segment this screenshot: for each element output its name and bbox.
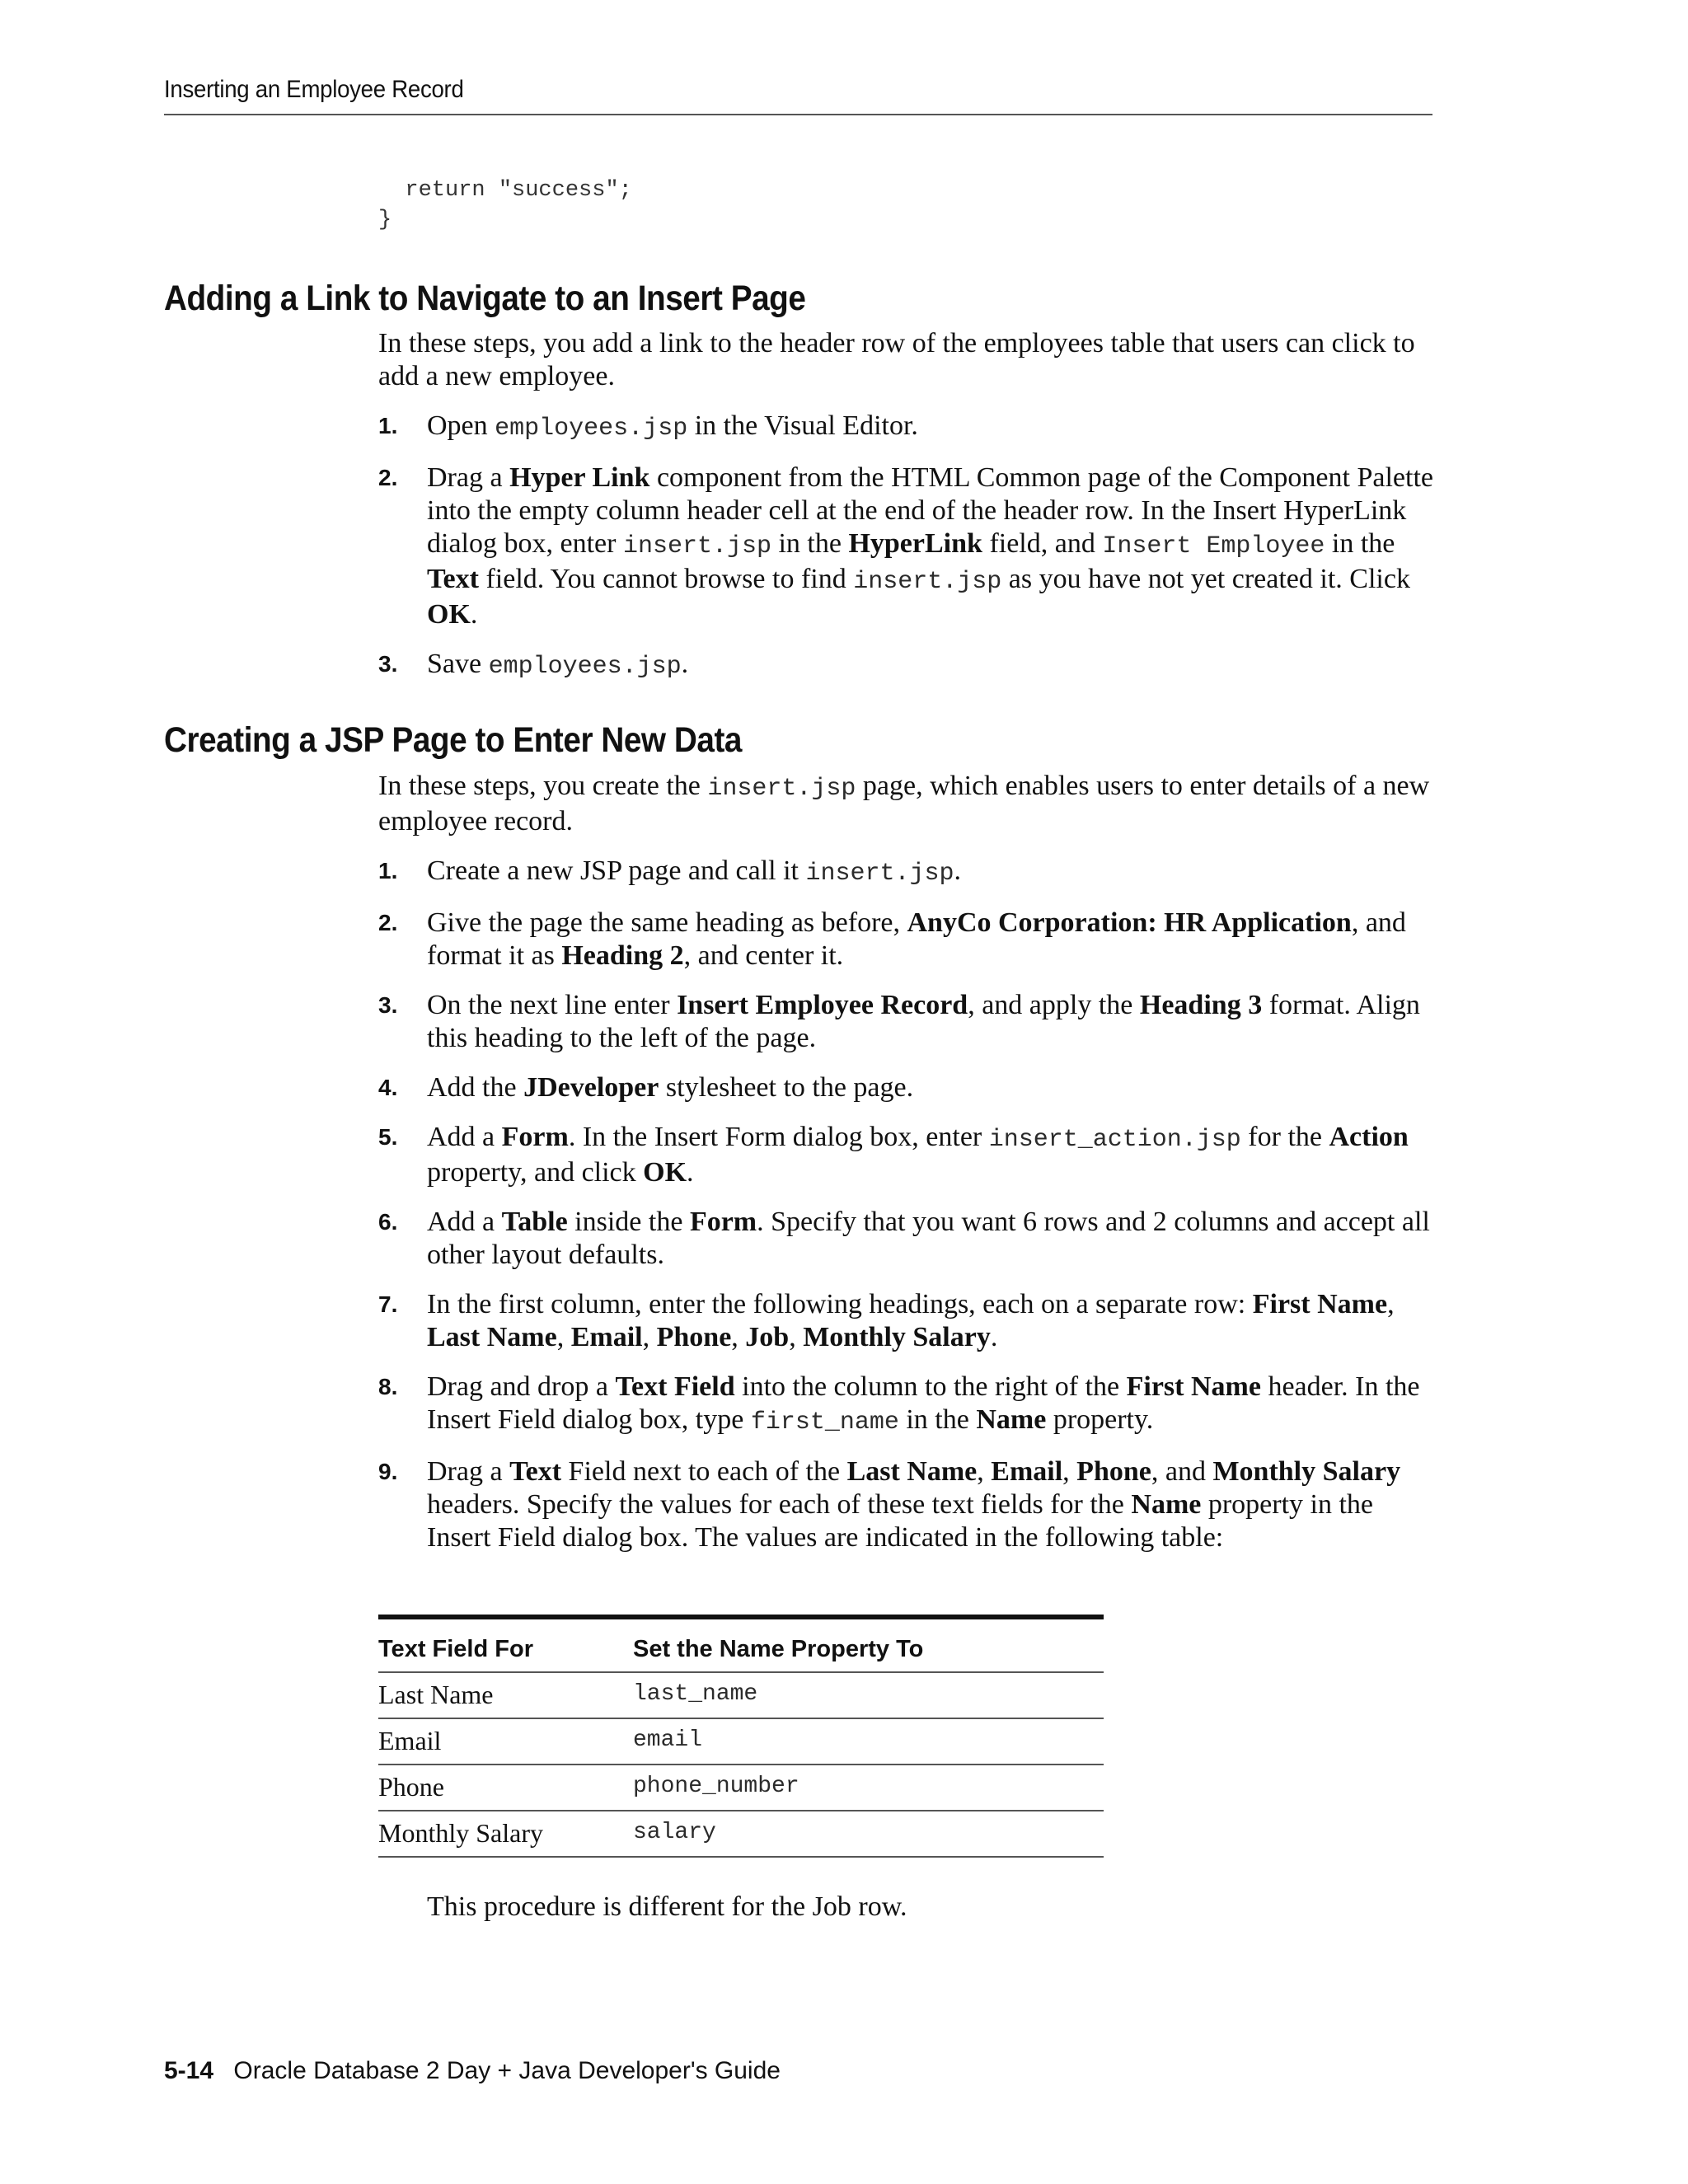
text-run: in the (898, 1404, 977, 1435)
emphasis-text: OK (427, 599, 471, 630)
step-item (378, 907, 1433, 972)
step-number: 2. (378, 465, 398, 490)
text-run: . (470, 599, 478, 630)
section-add-link-body (378, 327, 1433, 700)
name-property-cell: email (633, 1718, 1104, 1765)
emphasis-text: Heading 2 (561, 940, 684, 971)
step-text (427, 855, 961, 886)
text-run: Save (427, 649, 489, 679)
emphasis-text: Monthly Salary (803, 1322, 991, 1352)
text-run: component from the HTML Common page of the Component Palette into the empty column header cell at the end of the header row. In the Insert HyperLink dialog box, enter (427, 462, 1433, 559)
step-number: 1. (378, 858, 398, 883)
step-item (378, 1371, 1433, 1439)
emphasis-text: Email (991, 1456, 1063, 1487)
emphasis-text: First Name (1126, 1371, 1261, 1402)
code-term: insert_action.jsp (988, 1126, 1241, 1154)
text-run: for the (1240, 1122, 1329, 1152)
step-list (378, 410, 1433, 683)
text-run: . (954, 855, 962, 886)
text-run: as you have not yet created it. Click (1001, 564, 1410, 594)
text-run: Give the page the same heading as before, (427, 907, 907, 938)
step-number: 5. (378, 1124, 398, 1150)
name-property-cell: salary (633, 1811, 1104, 1857)
text-run: inside the (567, 1207, 690, 1237)
emphasis-text: Name (976, 1404, 1047, 1435)
code-line: } (378, 208, 392, 232)
page-footer (164, 2055, 781, 2087)
step-text (427, 462, 1433, 630)
table-body (378, 1672, 1104, 1857)
step-number: 6. (378, 1209, 398, 1235)
step-text (427, 1289, 1395, 1352)
text-run: , and center it. (683, 940, 844, 971)
step-text (427, 410, 918, 441)
text-run: format. Align this heading to the left of the page. (427, 990, 1420, 1053)
step-number: 1. (378, 413, 398, 438)
code-term: first_name (750, 1408, 899, 1436)
emphasis-text: Heading 3 (1139, 990, 1263, 1020)
text-run: , (556, 1322, 571, 1352)
field-label-cell: Last Name (378, 1672, 633, 1718)
text-run: Drag and drop a (427, 1371, 616, 1402)
step-text (427, 990, 1420, 1053)
text-run: in the (1325, 528, 1395, 559)
text-run: In these steps, you create the (378, 771, 708, 801)
field-label-cell: Monthly Salary (378, 1811, 633, 1857)
code-term: employees.jsp (488, 653, 682, 681)
emphasis-text: JDeveloper (523, 1072, 659, 1103)
text-run: Add a (427, 1207, 502, 1237)
text-run: , (977, 1456, 992, 1487)
text-run: stylesheet to the page. (659, 1072, 914, 1103)
section-title-create-jsp (164, 719, 742, 762)
emphasis-text: AnyCo Corporation: HR Application (907, 907, 1352, 938)
table-header-row (378, 1617, 1104, 1672)
text-run: headers. Specify the values for each of these text fields for the (427, 1489, 1132, 1520)
book-title: Oracle Database 2 Day + Java Developer's Guide (233, 2057, 781, 2084)
text-run: in the Visual Editor. (687, 410, 918, 441)
emphasis-text: HyperLink (848, 528, 982, 559)
text-run: , (789, 1322, 804, 1352)
code-term: Insert Employee (1102, 532, 1325, 560)
code-term: insert.jsp (805, 860, 954, 888)
section-title-text: Creating a JSP Page to Enter New Data (164, 720, 742, 760)
text-run: Add the (427, 1072, 524, 1103)
emphasis-text: Text (427, 564, 479, 594)
text-run: property, and click (427, 1157, 644, 1188)
column-header: Text Field For (378, 1617, 633, 1672)
name-property-cell: last_name (633, 1672, 1104, 1718)
text-run: Create a new JSP page and call it (427, 855, 806, 886)
step-number: 3. (378, 651, 398, 677)
column-header: Set the Name Property To (633, 1617, 1104, 1672)
section-create-jsp-body (378, 770, 1433, 1571)
emphasis-text: Monthly Salary (1212, 1456, 1401, 1487)
table-row (378, 1672, 1104, 1718)
step-number: 3. (378, 992, 398, 1018)
text-run: field. You cannot browse to find (478, 564, 854, 594)
table-row (378, 1718, 1104, 1765)
emphasis-text: Job (745, 1322, 790, 1352)
step-text (427, 1456, 1400, 1553)
emphasis-text: Hyper Link (509, 462, 650, 493)
section-title-add-link: Adding a Link to Navigate to an Insert Page (164, 279, 806, 318)
text-run: field, and (982, 528, 1103, 559)
step-text (427, 1122, 1409, 1188)
step-item (378, 1288, 1433, 1354)
emphasis-text: Table (501, 1207, 568, 1237)
emphasis-text: OK (643, 1157, 687, 1188)
text-run: , (731, 1322, 746, 1352)
field-label-cell: Phone (378, 1765, 633, 1811)
step-item (378, 1121, 1433, 1189)
step-text (427, 1371, 1420, 1435)
emphasis-text: Form (689, 1207, 757, 1237)
page-number: 5-14 (164, 2057, 214, 2084)
step-number: 7. (378, 1291, 398, 1317)
field-label-cell: Email (378, 1718, 633, 1765)
code-snippet (378, 176, 632, 235)
text-run: , (1062, 1456, 1077, 1487)
emphasis-text: Phone (656, 1322, 732, 1352)
code-term: employees.jsp (495, 415, 688, 443)
emphasis-text: Phone (1076, 1456, 1151, 1487)
text-run: , and (1151, 1456, 1213, 1487)
code-term: insert.jsp (622, 532, 771, 560)
table-row (378, 1811, 1104, 1857)
text-run: . Specify that you want 6 rows and 2 columns and accept all other layout defaults. (427, 1207, 1430, 1270)
emphasis-text: Form (501, 1122, 569, 1152)
text-run: Add a (427, 1122, 502, 1152)
emphasis-text: Text Field (615, 1371, 735, 1402)
code-line: return "success"; (378, 178, 632, 203)
step-text (427, 1207, 1430, 1270)
text-run: page, which enables users to enter details of a new employee record. (378, 771, 1430, 837)
text-run: into the column to the right of the (734, 1371, 1127, 1402)
table-row (378, 1765, 1104, 1811)
text-run: property in the Insert Field dialog box. The values are indicated in the following table: (427, 1489, 1374, 1553)
step-number: 4. (378, 1075, 398, 1100)
emphasis-text: Email (570, 1322, 643, 1352)
step-item (378, 989, 1433, 1055)
code-term: insert.jsp (853, 568, 1002, 596)
emphasis-text: Text (509, 1456, 562, 1487)
code-term: insert.jsp (707, 775, 856, 803)
emphasis-text: Action (1329, 1122, 1409, 1152)
closing-note: This procedure is different for the Job row. (427, 1891, 907, 1922)
step-item (378, 1206, 1433, 1272)
text-run: On the next line enter (427, 990, 678, 1020)
emphasis-text: Last Name (846, 1456, 978, 1487)
step-text (427, 1072, 913, 1103)
emphasis-text: Last Name (427, 1322, 557, 1352)
text-run: Drag a (427, 1456, 510, 1487)
name-property-table (378, 1615, 1104, 1858)
text-run: . (681, 649, 689, 679)
step-item (378, 1071, 1433, 1104)
text-run: , (642, 1322, 657, 1352)
running-header: Inserting an Employee Record (164, 76, 464, 103)
text-run: , (1387, 1289, 1395, 1319)
text-run: . (687, 1157, 694, 1188)
text-run: . (990, 1322, 998, 1352)
text-run: , and format it as (427, 907, 1406, 971)
section-intro: In these steps, you add a link to the header row of the employees table that users can click to add a new employee. (378, 328, 1415, 391)
header-rule (164, 114, 1432, 115)
step-item (378, 855, 1433, 890)
step-number: 9. (378, 1459, 398, 1484)
step-item (378, 410, 1433, 445)
text-run: Drag a (427, 462, 510, 493)
step-list (378, 855, 1433, 1554)
text-run: Field next to each of the (561, 1456, 847, 1487)
text-run: , and apply the (968, 990, 1140, 1020)
step-number: 8. (378, 1374, 398, 1399)
text-run: header. In the Insert Field dialog box, type (427, 1371, 1420, 1435)
text-run: in the (771, 528, 849, 559)
emphasis-text: Insert Employee Record (677, 990, 968, 1020)
step-text (427, 649, 688, 679)
step-item (378, 1455, 1433, 1554)
step-item (378, 462, 1433, 631)
text-run: . In the Insert Form dialog box, enter (568, 1122, 989, 1152)
text-run: Open (427, 410, 495, 441)
emphasis-text: First Name (1252, 1289, 1388, 1319)
step-item (378, 648, 1433, 683)
step-number: 2. (378, 910, 398, 935)
name-property-table-wrap (378, 1615, 1104, 1858)
section-intro (378, 770, 1433, 838)
emphasis-text: Name (1131, 1489, 1202, 1520)
name-property-cell: phone_number (633, 1765, 1104, 1811)
text-run: property. (1046, 1404, 1154, 1435)
step-text (427, 907, 1406, 971)
text-run: In the first column, enter the following headings, each on a separate row: (427, 1289, 1253, 1319)
